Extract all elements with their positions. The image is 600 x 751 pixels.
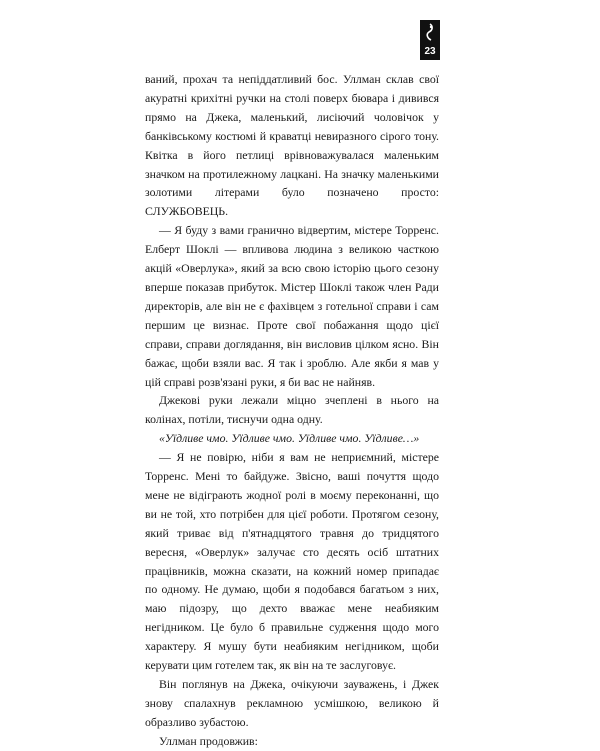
paragraph: — Я буду з вами гранично відвертим, містере Торренс. Елберт Шоклі — впливова людина з великою часткою акцій «Оверлука», який за всю свою історію цього сезону вперше показав прибуток. Містер Шоклі також член Ради директорів, але він не є фахівцем з готельної справи і сам першим це визнає. Проте свої побажання щодо цієї справи, справи доглядання, він висловив цілком ясно. Він бажає, щоби взяли вас. Я так і зроблю. Але якби я мав у цій справі розв'язані руки, я би вас не найняв. [145,223,439,389]
paragraph: ваний, прохач та непіддатливий бос. Уллман склав свої акуратні крихітні ручки на столі поверх бювара і дивився прямо на Джека, маленький, лисіючий чоловічок у банківському костюмі й краватці невиразного сірого тону. Квітка в його петлиці врівноважувалася маленьким значком на протилежному лацкані. На значку маленькими золотими літерами було позначено просто: СЛУЖБОВЕЦЬ. [145,72,439,219]
paragraph: Джекові руки лежали міцно зчеплені в нього на колінах, потіли, тиснучи одна одну. [145,393,439,427]
paragraph: Уллман продовжив: [159,733,258,748]
body-text [145,70,439,751]
page-number-tab [420,20,440,60]
paragraph: Він поглянув на Джека, очікуючи зауважень, і Джек знову спалахнув рекламною усмішкою, великою й образливо зубастою. [145,677,439,729]
page-number: 23 [424,46,436,57]
paragraph-italic-thought: «Уїдливе чмо. Уїдливе чмо. Уїдливе чмо. Уїдливе…» [159,431,420,446]
decorative-ornament-icon [424,23,436,41]
paragraph: — Я не повірю, ніби я вам не неприємний, містере Торренс. Мені то байдуже. Звісно, ваші почуття щодо мене не відіграють жодної ролі в моєму переконанні, що ви не той, хто потрібен для цієї роботи. Протягом сезону, який триває від п'ятнадцятого травня до тридцятого вересня, «Оверлук» залучає сто десять осіб штатних працівників, можна сказати, на кожний номер припадає по одному. Не думаю, щоби я подобався багатьом з них, маю підозру, що дехто вважає мене неабияким негідником. Це було б правильне судження щодо мого характеру. Я мушу бути неабияким негідником, щоби керувати цим готелем так, як він на те заслуговує. [145,450,439,673]
